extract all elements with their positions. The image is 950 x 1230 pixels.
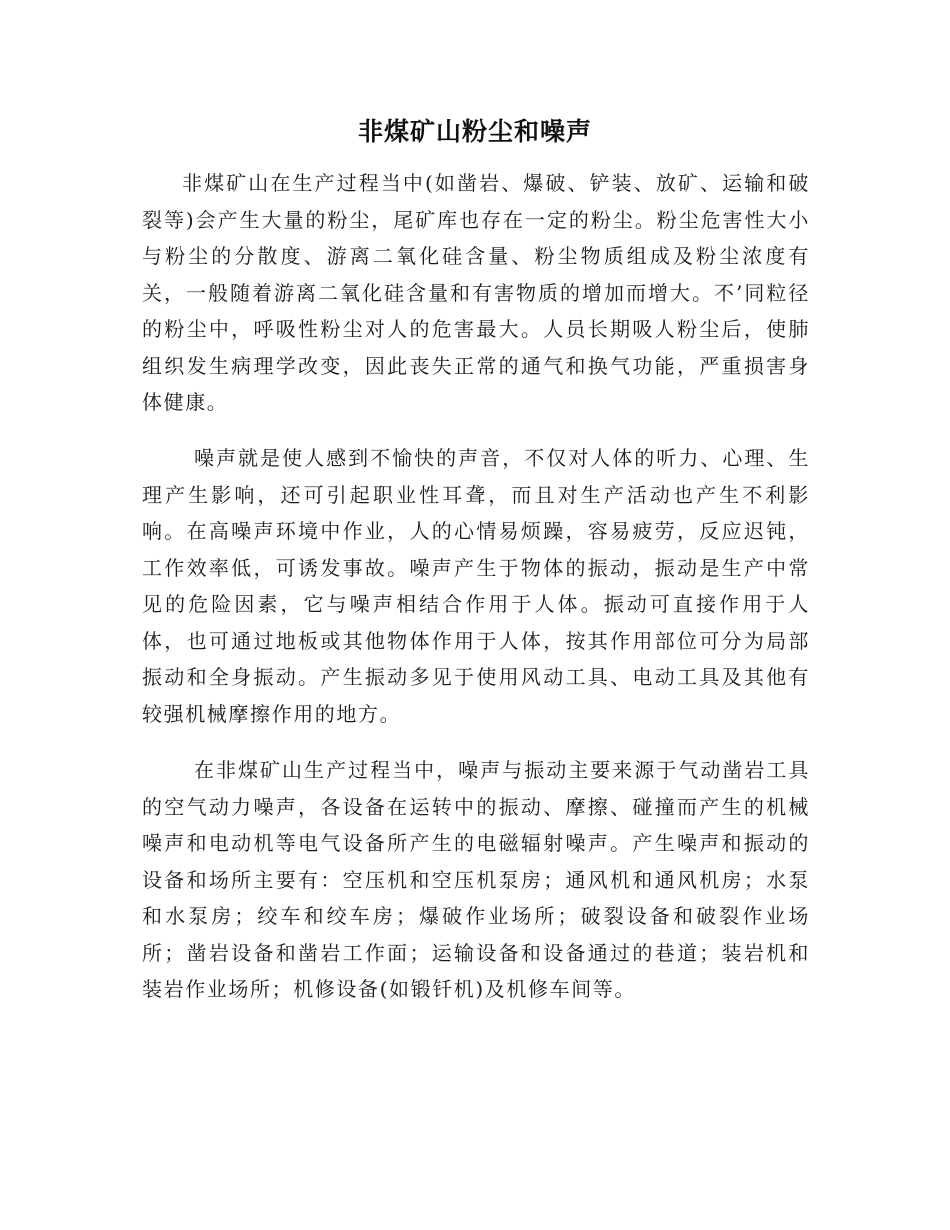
paragraph-noise: 噪声就是使人感到不愉快的声音，不仅对人体的听力、心理、生理产生影响，还可引起职业性耳聋，而且对生产活动也产生不利影响。在高噪声环境中作业，人的心情易烦躁，容易疲劳，反应迟钝，工作效率低，可诱发事故。噪声产生于物体的振动，振动是生产中常见的危险因素，它与噪声相结合作用于人体。振动可直接作用于人体，也可通过地板或其他物体作用于人体，按其作用部位可分为局部振动和全身振动。产生振动多见于使用风动工具、电动工具及其他有较强机械摩擦作用的地方。 [142, 446, 810, 726]
paragraph-dust: 非煤矿山在生产过程当中(如凿岩、爆破、铲装、放矿、运输和破裂等)会产生大量的粉尘，尾矿库也存在一定的粉尘。粉尘危害性大小与粉尘的分散度、游离二氧化硅含量、粉尘物质组成及粉尘浓度有关，一般随着游离二氧化硅含量和有害物质的增加而增大。不’同粒径的粉尘中，呼吸性粉尘对人的危害最大。人员长期吸人粉尘后，使肺组织发生病理学改变，因此丧失正常的通气和换气功能，严重损害身体健康。 [142, 171, 810, 414]
paragraph-noise-sources: 在非煤矿山生产过程当中，噪声与振动主要来源于气动凿岩工具的空气动力噪声，各设备在运转中的振动、摩擦、碰撞而产生的机械噪声和电动机等电气设备所产生的电磁辐射噪声。产生噪声和振动的设备和场所主要有：空压机和空压机泵房；通风机和通风机房；水泵和水泵房；绞车和绞车房；爆破作业场所；破裂设备和破裂作业场所；凿岩设备和凿岩工作面；运输设备和设备通过的巷道；装岩机和装岩作业场所；机修设备(如锻钎机)及机修车间等。 [142, 758, 810, 1001]
document-title: 非煤矿山粉尘和噪声 [357, 117, 592, 146]
